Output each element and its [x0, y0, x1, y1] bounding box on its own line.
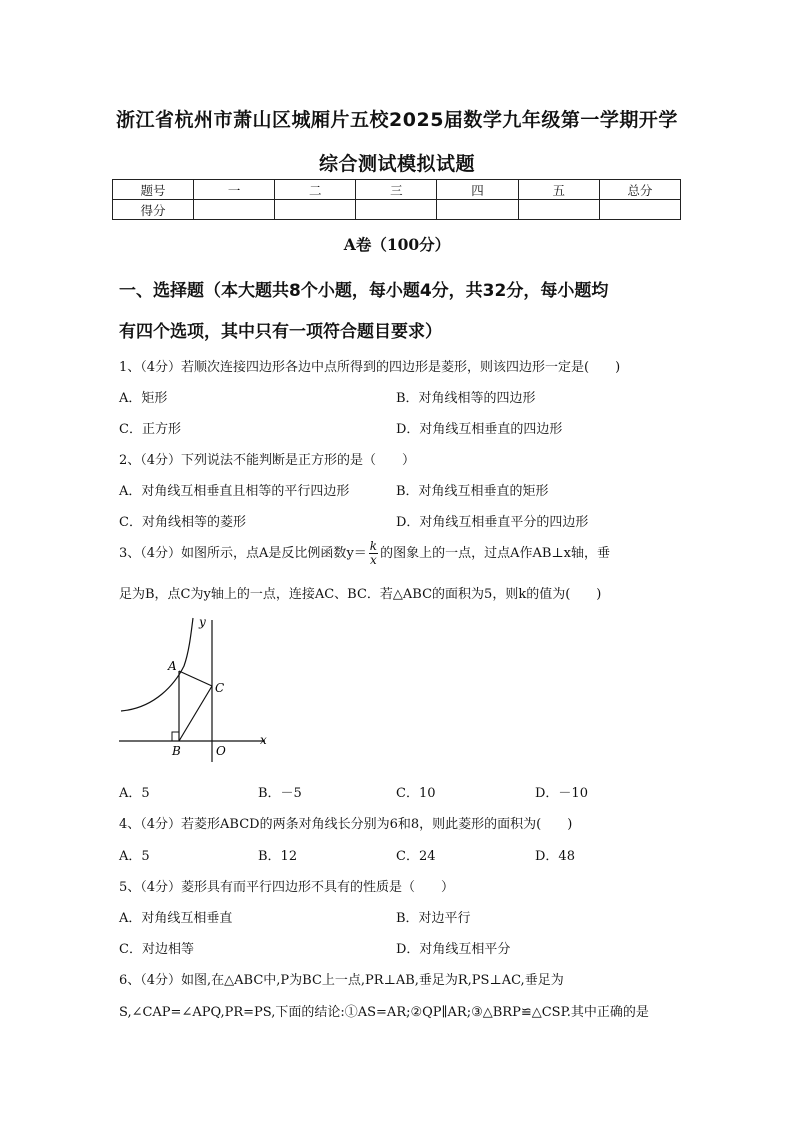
table-cell	[275, 200, 356, 220]
table-cell: 五	[518, 180, 599, 200]
question-4-option-d: D．48	[535, 849, 575, 864]
right-angle-mark	[172, 732, 179, 741]
question-5-option-d: D．对角线互相平分	[396, 942, 511, 957]
question-3-text-line2: 足为B，点C为y轴上的一点，连接AC、BC．若△ABC的面积为5，则k的值为( )	[119, 587, 602, 602]
question-1-option-c: C．正方形	[119, 422, 181, 437]
question-4-option-b: B．12	[258, 849, 298, 864]
exam-title-line2: 综合测试模拟试题	[318, 153, 475, 175]
question-4-text: 4、（4分）若菱形ABCD的两条对角线长分别为6和8，则此菱形的面积为( )	[119, 817, 573, 832]
score-table	[112, 179, 681, 220]
hyperbola-curve	[121, 618, 193, 711]
fraction-denominator: x	[370, 553, 377, 567]
exam-title-line1: 浙江省杭州市萧山区城厢片五校2025届数学九年级第一学期开学	[116, 109, 678, 131]
question-5-option-b: B．对边平行	[396, 911, 471, 926]
fraction-k-over-x	[369, 540, 378, 567]
question-4-option-c: C．24	[396, 849, 436, 864]
question-2-option-d: D．对角线互相垂直平分的四边形	[396, 515, 589, 530]
table-cell: 二	[275, 180, 356, 200]
question-2-option-b: B．对角线互相垂直的矩形	[396, 484, 549, 499]
score-table-score-row	[113, 200, 681, 220]
question-3-option-b: B．－5	[258, 786, 302, 801]
table-cell: 一	[194, 180, 275, 200]
question-3-option-a: A．5	[119, 786, 150, 801]
table-cell	[194, 200, 275, 220]
question-2-text: 2、（4分）下列说法不能判断是正方形的是（ ）	[119, 453, 416, 468]
label-b: B	[172, 744, 181, 758]
label-o: O	[216, 744, 226, 758]
question-6-text-line2: S,∠CAP=∠APQ,PR=PS,下面的结论:①AS=AR;②QP∥AR;③△BRP≌△CSP.其中正确的是	[119, 1005, 649, 1020]
table-cell	[599, 200, 680, 220]
question-3-text-b: 的图象上的一点，过点A作AB⊥x轴，垂	[380, 546, 610, 561]
question-1-text: 1、（4分）若顺次连接四边形各边中点所得到的四边形是菱形，则该四边形一定是( )	[119, 360, 621, 375]
table-cell: 题号	[113, 180, 194, 200]
question-1-option-a: A．矩形	[119, 391, 168, 406]
table-cell: 得分	[113, 200, 194, 220]
fraction-numerator: k	[369, 539, 378, 553]
segment-ac	[179, 671, 212, 686]
question-3-figure	[115, 612, 280, 767]
table-cell: 总分	[599, 180, 680, 200]
question-3-text-a: 3、（4分）如图所示，点A是反比例函数	[119, 546, 347, 561]
function-prefix: y＝	[346, 546, 367, 561]
table-cell: 三	[356, 180, 437, 200]
question-3-option-c: C．10	[396, 786, 436, 801]
table-cell: 四	[437, 180, 518, 200]
label-a: A	[168, 659, 177, 673]
score-table-header-row	[113, 180, 681, 200]
section1-heading-line1: 一、选择题（本大题共8个小题，每小题4分，共32分，每小题均	[119, 281, 609, 301]
table-cell	[437, 200, 518, 220]
question-1-option-d: D．对角线互相垂直的四边形	[396, 422, 563, 437]
question-3-text-line1	[119, 540, 610, 567]
question-3-option-d: D．－10	[535, 786, 588, 801]
question-2-option-a: A．对角线互相垂直且相等的平行四边形	[119, 484, 350, 499]
table-cell	[356, 200, 437, 220]
question-5-text: 5、（4分）菱形具有而平行四边形不具有的性质是（ ）	[119, 880, 455, 895]
question-5-option-c: C．对边相等	[119, 942, 194, 957]
label-c: C	[215, 681, 225, 695]
label-y: y	[199, 615, 206, 629]
section-a-heading: A卷（100分）	[343, 235, 451, 254]
question-4-option-a: A．5	[119, 849, 150, 864]
section1-heading-line2: 有四个选项，其中只有一项符合题目要求）	[119, 322, 442, 342]
question-2-option-c: C．对角线相等的菱形	[119, 515, 246, 530]
question-6-text-line1: 6、（4分）如图,在△ABC中,P为BC上一点,PR⊥AB,垂足为R,PS⊥AC,垂足为	[119, 973, 564, 988]
question-5-option-a: A．对角线互相垂直	[119, 911, 233, 926]
label-x: x	[260, 733, 267, 747]
question-1-option-b: B．对角线相等的四边形	[396, 391, 536, 406]
segment-bc	[179, 686, 212, 741]
table-cell	[518, 200, 599, 220]
